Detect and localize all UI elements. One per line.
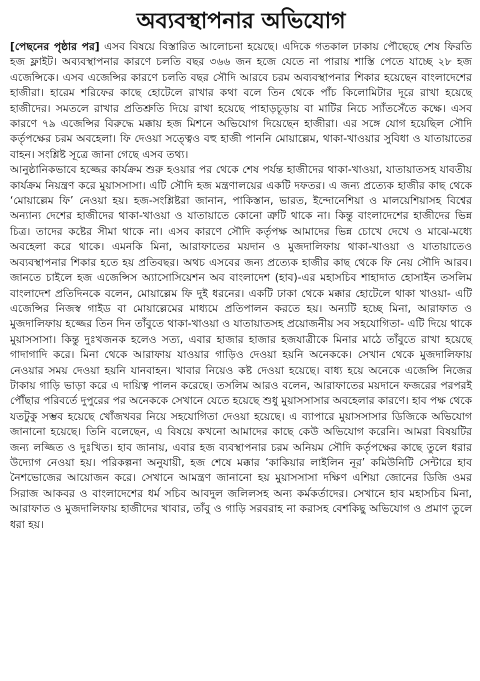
article-body <box>10 40 472 533</box>
article-paragraph-1 <box>10 40 472 163</box>
headline: অব্যবস্থাপনার অভিযোগ <box>136 8 346 34</box>
continuation-label: [পেছনের পৃষ্ঠার পর] <box>10 41 100 53</box>
paragraph-1-text: এসব বিষয়ে বিস্তারিত আলোচনা হয়েছে। এদিকে গতকাল ঢাকায় পৌছেছে শেষ ফিরতি হজ ফ্লাইট। অব্যবস্থাপনার কারণে চলতি বছর ৩৬৬ জন হজে যেতে না পারায় শাস্তি পেতে যাচ্ছে ২৮ হজ এজেন্সিকে। এসব এজেন্সির কারণে চলতি বছর সৌদি আরবে চরম অব্যবস্থাপনার শিকার হয়েছেন বাংলাদেশের হাজীরা। হারেম শরিফের কাছে হোটেলে রাখার কথা বলে তিন থেকে পাঁচ কিলোমিটার দূরে রাখা হয়েছে হাজীদের। সমতলে রাখার প্রতিশ্রুতি দিয়ে রাখা হয়েছে পাহাড়চূড়ায় বা মাটির নিচে স্যাঁতসেঁতে কক্ষে। এসব কারণে ৭৯ এজেন্সির বিরুদ্ধে মক্কায় হজ মিশনে অভিযোগ দিয়েছেন হাজীরা। এর সঙ্গে যোগ হয়েছিল সৌদি কর্তৃপক্ষের চরম অবহেলা। ফি দেওয়া সত্ত্বেও বহু হাজী পাননি মোয়াল্লেম, থাকা-খাওয়ার সুবিধা ও যাতায়াতের বাহন। সংশ্লিষ্ট সূত্রে জানা গেছে এসব তথ্য। <box>10 41 473 161</box>
article-paragraph-2: আনুষ্ঠানিকভাবে হজ্জের কার্যক্রম শুরু হওয়ার পর থেকে শেষ পর্যন্ত হাজীদের থাকা-খাওয়া, যাতায়াতসহ যাবতীয় কার্যক্রম নিয়ন্ত্রণ করে মুয়াসসাসা। এটি সৌদি হজ মন্ত্রণালয়ের একটি দফতর। এ জন্য প্রত্যেক হাজীর কাছ থেকে ‘মোয়াল্লেম ফি’ নেওয়া হয়। হজ-সংশ্লিষ্টরা জানান, পাকিস্তান, ভারত, ইন্দোনেশিয়া ও মালয়েশিয়াসহ বিশ্বের অন্যান্য দেশের হাজীদের থাকা-খাওয়া ও যাতায়াতে কোনো ত্রুটি থাকে না। কিন্তু বাংলাদেশের হাজীদের ভিন্ন চিত্র। তাদের কষ্টের সীমা থাকে না। এসব কারণে সৌদি কর্তৃপক্ষ আমাদের ভিন্ন চোখে দেখে ও মাঝে-মধ্যে অবহেলা করে থাকে। এমনকি মিনা, আরাফাতের ময়দান ও মুজদালিফায় থাকা-খাওয়া ও যাতায়াতেও অব্যবস্থাপনার শিকার হতে হয় প্রতিবছর। অথচ এসবের জন্য প্রত্যেক হাজীর কাছ থেকে ফি নেয় সৌদি আরব। জানতে চাইলে হজ এজেন্সিস অ্যাসোসিয়েশন অব বাংলাদেশ (হাব)-এর মহাসচিব শাহাদাত হোসাইন তসলিম বাংলাদেশ প্রতিদিনকে বলেন, মোয়াল্লেম ফি দুই ধরনের। একটি ঢাকা থেকে মক্কার হোটেলে থাকা খাওয়া- এটি এজেন্সির নিজস্ব গাইড বা মোয়াল্লেমের মাধ্যমে প্রতিপালন করতে হয়। অন্যটি হচ্ছে মিনা, আরাফাত ও মুজদালিফায় হজ্জের তিন দিন তাঁবুতে থাকা-খাওয়া ও যাতায়াতসহ প্রয়োজনীয় সব সহযোগিতা- এটি দিয়ে থাকে মুয়াসসাসা। কিন্তু দুঃখজনক হলেও সত্য, এবার হাজার হাজার হজযাত্রীকে মিনার মাঠে তাঁবুতে রাখা হয়েছে গাদাগাদি করে। মিনা থেকে আরাফায় যাওয়ার গাড়িও দেওয়া হয়নি অনেককে। সেখান থেকে মুজদালিফায় নেওয়ার সময় দেওয়া হয়নি যানবাহন। খাবার নিয়েও কষ্ট দেওয়া হয়েছে। বাধ্য হয়ে অনেকে এজেন্সি নিজের টাকায় গাড়ি ভাড়া করে এ দায়িত্ব পালন করেছে। তসলিম আরও বলেন, আরাফাতের ময়দানে ফজরের পরপরই পৌঁছার পরিবর্তে দুপুরের পর অনেককে সেখানে যেতে হয়েছে শুধু মুয়াসসাসার অবহেলার কারণে। হাব পক্ষ থেকে যতটুকু সম্ভব হয়েছে খোঁজখবর নিয়ে সহযোগিতা দেওয়া হয়েছে। এ ব্যাপারে মুয়াসসাসার ডিজিকে অভিযোগ জানানো হয়েছে। তিনি বলেছেন, এ বিষয়ে কখনো আমাদের কাছে কেউ অভিযোগ করেনি। আমরা বিষয়টির জন্য লজ্জিত ও দুঃখিত। হাব জানায়, এবার হজ ব্যবস্থাপনার চরম অনিয়ম সৌদি কর্তৃপক্ষের কাছে তুলে ধরার উদ্যোগ নেওয়া হয়। পরিকল্পনা অনুযায়ী, হজ শেষে মক্কার ‘কাকিয়ার লাইলিন নূর’ কমিউনিটি সেন্টারে হাব নৈশভোজের আয়োজন করে। সেখানে আমন্ত্রণ জানানো হয় মুয়াসসাসা দক্ষিণ এশিয়া জোনের ডিজি ওমর সিরাজ আকবর ও বাংলাদেশের ধর্ম সচিব আবদুল জলিলসহ অন্য কর্মকর্তাদের। সেখানে হাব মহাসচিব মিনা, আরাফাত ও মুজদালিফায় হাজীদের খাবার, তাঁবু ও গাড়ি সরবরাহ না করাসহ বেশকিছু অভিযোগ ও প্রমাণ তুলে ধরা হয়। <box>10 164 472 531</box>
